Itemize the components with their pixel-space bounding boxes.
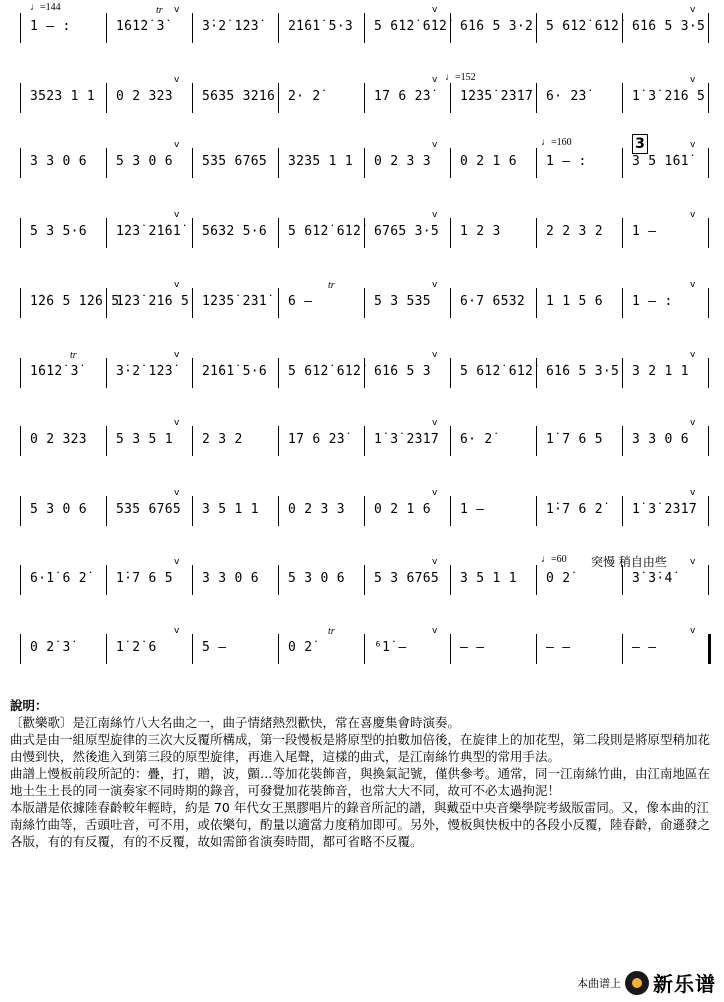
barline <box>708 13 709 43</box>
measure: 0 2 3 3 <box>374 154 431 169</box>
measure: 6·1̇ 6 2̇ <box>30 571 87 586</box>
measure: 5 3 5·6 <box>30 224 87 239</box>
measure: 2 2 3 2 <box>546 224 603 239</box>
notes-paragraph: 本版譜是依據陸春齡較年輕時，約是 70 年代女王黑膠唱片的錄音所記的譜，與戴亞中央音樂學院考級版雷同。又，像本曲的江南絲竹曲等，舌頭吐音，可不用，或依樂句，酌量以適當力度稍加即可。另外，慢板與快板中的各段小反覆，陸春齡，俞遜發之各版，有的有反覆，有的不反覆，故如需節省演奏時間，都可省略不反覆。 <box>10 800 711 849</box>
measure: 1̇2̇3̇5̇ 2̇3̇1̇ <box>202 294 268 309</box>
measure: 0 2̇ <box>546 571 571 586</box>
measure: 5 6̇1̇2̇ 6̇1̇2̇ <box>374 19 448 34</box>
measure: 5 6̇1̇2̇ 6̇1̇2̇ <box>460 364 534 379</box>
measure: 5632 5·6 <box>202 224 268 239</box>
measure: 1̇2̇3̇ 2̇1̇6̇1̇ <box>116 224 182 239</box>
measure: ⁶1̇ – <box>374 640 407 655</box>
barline <box>278 13 279 43</box>
measure: 535 6765 <box>116 502 182 517</box>
measure: 5 6̇1̇2̇ 6̇1̇2̇ <box>288 364 362 379</box>
barline <box>20 148 21 178</box>
barline <box>106 148 107 178</box>
barline <box>192 426 193 456</box>
score-row <box>20 2 710 45</box>
measure: 1̇·7 6 5 <box>116 571 173 586</box>
measure: 1̇·7 6 2̇ <box>546 502 603 517</box>
barline <box>20 358 21 388</box>
breath-mark: v <box>690 626 696 636</box>
breath-mark: v <box>432 626 438 636</box>
measure: 6 – <box>288 294 313 309</box>
barline <box>450 288 451 318</box>
barline <box>364 13 365 43</box>
measure: 3̇·2̇ 1̇2̇3̇ <box>202 19 259 34</box>
footer <box>577 968 716 997</box>
measure: 2· 2̇ <box>288 89 321 104</box>
barline <box>20 634 21 664</box>
barline <box>536 148 537 178</box>
barline <box>450 148 451 178</box>
breath-mark: v <box>432 210 438 220</box>
barline <box>364 148 365 178</box>
breath-mark: v <box>174 418 180 428</box>
barline <box>278 634 279 664</box>
breath-mark: v <box>432 557 438 567</box>
breath-mark: v <box>432 5 438 15</box>
barline <box>622 634 623 664</box>
breath-mark: v <box>690 557 696 567</box>
barline <box>364 218 365 248</box>
breath-mark: v <box>174 626 180 636</box>
measure: 0 2 323 <box>116 89 173 104</box>
measure: 6· 2̇ <box>460 432 493 447</box>
measure: 6765 3·5 <box>374 224 440 239</box>
measure: 535 6765 <box>202 154 268 169</box>
measure: – – <box>632 640 657 655</box>
barline <box>20 288 21 318</box>
barline <box>536 83 537 113</box>
breath-mark: v <box>690 210 696 220</box>
barline <box>708 496 709 526</box>
barline <box>450 496 451 526</box>
measure: 5 – <box>202 640 227 655</box>
score-row <box>20 136 710 180</box>
breath-mark: v <box>690 350 696 360</box>
barline <box>278 288 279 318</box>
measure: 5 3 535 <box>374 294 431 309</box>
barline <box>536 13 537 43</box>
measure: 1̇7 6 2̇3̇ <box>374 89 431 104</box>
breath-mark: v <box>690 140 696 150</box>
measure: 1̇ 3̇ 2̇1̇6 5 <box>632 89 706 104</box>
barline <box>106 13 107 43</box>
breath-mark: v <box>174 488 180 498</box>
barline <box>622 496 623 526</box>
measure: 1 – : <box>632 294 673 309</box>
breath-mark: v <box>432 140 438 150</box>
barline <box>106 426 107 456</box>
barline <box>622 83 623 113</box>
measure: 5 3 6765 <box>374 571 440 586</box>
measure: 5635 3216 <box>202 89 276 104</box>
measure: 5 6̇1̇2̇ 6̇1̇2̇ <box>288 224 362 239</box>
barline <box>364 565 365 595</box>
breath-mark: v <box>174 140 180 150</box>
barline <box>450 358 451 388</box>
barline <box>536 358 537 388</box>
barline <box>106 358 107 388</box>
barline <box>450 565 451 595</box>
barline <box>20 83 21 113</box>
notes-paragraph: 曲譜上慢板前段所記的：疊，打，贈，波，顫…等加花裝飾音，與換氣記號，僅供參考。通常，同一江南絲竹曲，由江南地區在地土生土長的同一演奏家不同時期的錄音，可發覺加花裝飾音，也常大大不同，故可不必太過拘泥！ <box>10 766 711 798</box>
measure: 1 1 5 6 <box>546 294 603 309</box>
notes-heading: 說明： <box>10 698 48 713</box>
measure: 2 3 2 <box>202 432 243 447</box>
barline <box>536 426 537 456</box>
breath-mark: v <box>432 280 438 290</box>
notes-paragraph: 〔歡樂歌〕是江南絲竹八大名曲之一，曲子情緒熱烈歡快，常在喜慶集會時演奏。 <box>10 715 461 730</box>
barline <box>192 634 193 664</box>
measure: 6̇1̇6 5 3 <box>374 364 431 379</box>
barline <box>20 13 21 43</box>
barline <box>708 426 709 456</box>
breath-mark: v <box>174 210 180 220</box>
barline <box>192 358 193 388</box>
measure: 0 2̇ 3̇ <box>30 640 71 655</box>
measure: 1̇ 7 6 5 <box>546 432 603 447</box>
measure: 6·7 6532 <box>460 294 526 309</box>
breath-mark: v <box>174 350 180 360</box>
measure: 5 3 0 6 <box>30 502 87 517</box>
barline <box>536 634 537 664</box>
barline <box>106 565 107 595</box>
measure: – – <box>460 640 485 655</box>
tempo-marking: ♩=152 <box>445 72 476 83</box>
brand-name[interactable]: 新乐谱 <box>653 972 716 996</box>
measure: 1̇ 3̇ 2̇3̇1̇7 <box>632 502 698 517</box>
barline <box>278 496 279 526</box>
barline <box>536 218 537 248</box>
tempo-marking: ♩=60 <box>541 554 567 565</box>
measure: 3̇ 3̇·4̇ <box>632 571 673 586</box>
barline <box>708 148 709 178</box>
score-row <box>20 72 710 115</box>
score-row <box>20 280 710 320</box>
score-row <box>20 350 710 390</box>
measure: 1̇ 3̇ 2̇3̇1̇7 <box>374 432 440 447</box>
trill-mark: tr <box>70 350 77 361</box>
barline <box>536 565 537 595</box>
breath-mark: v <box>432 488 438 498</box>
barline <box>450 83 451 113</box>
barline <box>192 148 193 178</box>
barline <box>536 496 537 526</box>
measure: 3 5 1 1 <box>460 571 517 586</box>
measure: 1 – : <box>30 19 71 34</box>
barline <box>20 496 21 526</box>
measure: 0 2 323 <box>30 432 87 447</box>
barline <box>364 288 365 318</box>
barline <box>106 83 107 113</box>
measure: 0 2 1 6 <box>374 502 431 517</box>
barline <box>192 13 193 43</box>
trill-mark: tr <box>156 5 163 16</box>
barline <box>20 218 21 248</box>
measure: 0 2 1 6 <box>460 154 517 169</box>
barline <box>278 358 279 388</box>
measure: 6̇1̇6 5 3·2 <box>460 19 534 34</box>
measure: 1 2 3 <box>460 224 501 239</box>
measure: 6̇1̇6 5 3·5 <box>632 19 706 34</box>
score-row <box>20 488 710 528</box>
barline <box>364 83 365 113</box>
barline <box>192 565 193 595</box>
measure: 3 3 0 6 <box>632 432 689 447</box>
barline <box>20 565 21 595</box>
barline <box>364 426 365 456</box>
barline <box>622 148 623 178</box>
barline <box>364 496 365 526</box>
barline <box>536 288 537 318</box>
measure: 3 5 1̇6̇1̇ <box>632 154 689 169</box>
barline <box>708 358 709 388</box>
score-row <box>20 554 710 597</box>
measure: 3 5 1 1 <box>202 502 259 517</box>
breath-mark: v <box>432 350 438 360</box>
breath-mark: v <box>174 280 180 290</box>
measure: 3 2 1 1 <box>632 364 689 379</box>
measure: – – <box>546 640 571 655</box>
barline <box>622 218 623 248</box>
footer-label: 本曲谱上 <box>577 976 621 990</box>
tempo-marking: ♩=144 <box>30 2 61 13</box>
measure: 0 2 3 3 <box>288 502 345 517</box>
measure: 1 – <box>460 502 485 517</box>
barline <box>278 565 279 595</box>
measure: 6· 2̇3̇ <box>546 89 587 104</box>
barline <box>364 358 365 388</box>
performance-direction: 突慢 稍自由些 <box>591 555 667 569</box>
barline <box>278 83 279 113</box>
notes-paragraph: 曲式是由一組原型旋律的三次大反覆所構成，第一段慢板是將原型的拍數加倍後，在旋律上的加花型，第二段則是將原型稍加花由慢到快，然後進入到第三段的原型旋律，再進入尾聲，這樣的曲式，是江南絲竹典型的常用手法。 <box>10 732 711 764</box>
breath-mark: v <box>690 75 696 85</box>
measure: 1̇6̇1̇2̇ 3̇ <box>30 364 79 379</box>
measure: 6̇1̇6 5 3·5 <box>546 364 620 379</box>
barline <box>622 13 623 43</box>
barline <box>106 496 107 526</box>
barline <box>622 426 623 456</box>
barline <box>708 218 709 248</box>
breath-mark: v <box>690 280 696 290</box>
barline <box>708 288 709 318</box>
score-row <box>20 626 710 666</box>
measure: 1̇6̇1̇2̇ 3̇ <box>116 19 165 34</box>
barline <box>192 218 193 248</box>
score-row <box>20 418 710 458</box>
measure: 5 3 0 6 <box>116 154 173 169</box>
barline <box>364 634 365 664</box>
measure: 3̇·2̇ 1̇2̇3̇ <box>116 364 173 379</box>
barline <box>192 83 193 113</box>
measure: 3523 1 1 <box>30 89 96 104</box>
barline <box>450 634 451 664</box>
breath-mark: v <box>432 75 438 85</box>
breath-mark: v <box>174 75 180 85</box>
barline <box>20 426 21 456</box>
breath-mark: v <box>690 488 696 498</box>
score-row <box>20 210 710 250</box>
breath-mark: v <box>690 5 696 15</box>
barline <box>450 426 451 456</box>
measure: 5 3 0 6 <box>288 571 345 586</box>
measure: 0 2̇ <box>288 640 313 655</box>
barline <box>622 358 623 388</box>
breath-mark: v <box>690 418 696 428</box>
barline <box>450 218 451 248</box>
measure: 1̇2̇6 5 1̇2̇6 5 <box>30 294 120 309</box>
barline <box>450 13 451 43</box>
barline <box>192 496 193 526</box>
measure: 1̇2̇3̇5̇ 2̇3̇1̇7 <box>460 89 534 104</box>
measure: 1̇2̇3̇ 2̇1̇6 5 <box>116 294 190 309</box>
measure: 2̇1̇6̇1̇ 5·3 <box>288 19 354 34</box>
barline <box>278 218 279 248</box>
notes-section <box>10 697 715 850</box>
measure: 1 – : <box>546 154 587 169</box>
barline <box>106 634 107 664</box>
tempo-marking: ♩=160 <box>541 137 572 148</box>
measure: 3235 1 1 <box>288 154 354 169</box>
barline <box>708 565 709 595</box>
barline <box>708 634 711 664</box>
trill-mark: tr <box>328 626 335 637</box>
breath-mark: v <box>174 557 180 567</box>
breath-mark: v <box>174 5 180 15</box>
barline <box>622 288 623 318</box>
measure: 5 3 5 1 <box>116 432 173 447</box>
barline <box>708 83 709 113</box>
section-number: 3 <box>632 134 648 154</box>
measure: 3 3 0 6 <box>202 571 259 586</box>
measure: 1̇ 2̇ 6 <box>116 640 157 655</box>
barline <box>106 218 107 248</box>
trill-mark: tr <box>328 280 335 291</box>
measure: 2̇1̇6̇1̇ 5·6 <box>202 364 268 379</box>
vinyl-logo-icon <box>625 971 649 995</box>
measure: 5 6̇1̇2̇ 6̇1̇2̇ <box>546 19 620 34</box>
measure: 1 – <box>632 224 657 239</box>
breath-mark: v <box>432 418 438 428</box>
measure: 3 3 0 6 <box>30 154 87 169</box>
barline <box>278 426 279 456</box>
barline <box>192 288 193 318</box>
barline <box>278 148 279 178</box>
measure: 1̇7 6 2̇3̇ <box>288 432 345 447</box>
